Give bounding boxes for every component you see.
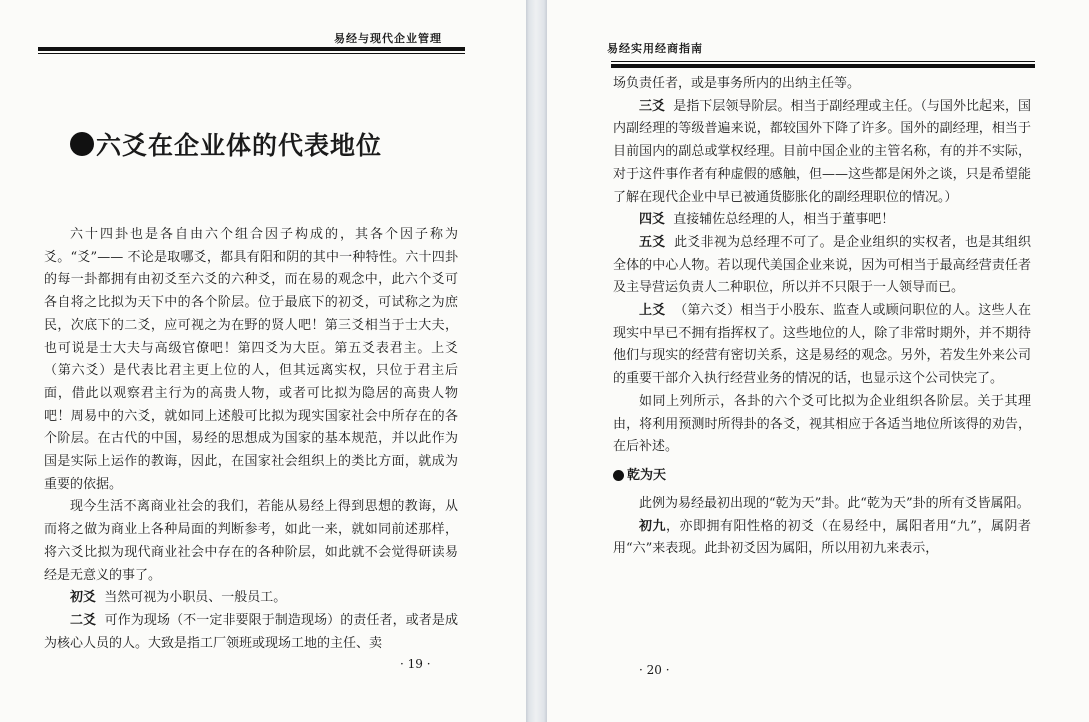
yao-text: 当然可视为小职员、一般员工。 (104, 590, 287, 606)
yao-term: 二爻 (70, 612, 97, 628)
header-rule-thin (611, 61, 1035, 62)
paragraph: 如同上列所示，各卦的六个爻可比拟为企业组织各阶层。关于其理由，将利用预测时所得卦的各爻，视其相应于各适当地位所该得的劝告，在后补述。 (613, 393, 1031, 455)
paragraph: 现今生活不离商业社会的我们，若能从易经上得到思想的教诲，从而将之做为商业上各种局面的判断参考，如此一来，就如同前述那样，将六爻比拟为现代商业社会中存在的各种阶层，如此就不会觉得研读易经是无意义的事了。 (44, 499, 458, 583)
yao-text: （第六爻）相当于小股东、监查人或顾问职位的人。这些人在现实中早已不拥有指挥权了。这些地位的人，除了非常时期外，并不期待他们与现实的经营有密切关系，这是易经的观念。另外，若发生外来公司的重要干部介入执行经营业务的情况的话，也显示这个公司快完了。 (613, 303, 1031, 387)
black-circle-icon (70, 132, 94, 156)
page-number: · 20 · (639, 663, 670, 677)
chapter-title-text: 六爻在企业体的代表地位 (96, 131, 383, 160)
section-heading-text: 乾为天 (627, 467, 667, 483)
yao-item (613, 209, 1031, 232)
yao-item (613, 516, 1031, 561)
section-heading (613, 465, 1031, 487)
yao-item (613, 232, 1031, 300)
yao-item (44, 610, 458, 655)
chapter-title (70, 126, 382, 162)
header-rule-thin (38, 53, 465, 54)
yao-item (44, 587, 458, 610)
left-page (0, 0, 526, 722)
header-rule-thick (611, 64, 1035, 68)
page-gutter (526, 0, 547, 722)
yao-term: 上爻 (639, 303, 666, 319)
running-head: 易经实用经商指南 (607, 42, 703, 55)
yao-term: 初九 (639, 518, 667, 534)
yao-term: 五爻 (639, 234, 666, 250)
right-page (547, 0, 1089, 722)
yao-item (613, 300, 1031, 391)
right-body-text (613, 73, 1031, 561)
yao-term: 三爻 (639, 98, 666, 114)
black-circle-icon (613, 470, 624, 481)
paragraph: 此例为易经最初出现的“乾为天”卦。此“乾为天”卦的所有爻皆属阳。 (639, 495, 1030, 511)
yao-term: 初爻 (70, 590, 97, 606)
yao-text: 可作为现场（不一定非要限于制造现场）的责任者，或者是成为核心人员的人。大致是指工厂领班或现场工地的主任、卖 (44, 612, 458, 651)
yao-term: 四爻 (639, 212, 666, 228)
page-number: · 19 · (400, 657, 431, 671)
left-body-text (44, 224, 458, 655)
paragraph: 场负责任者，或是事务所内的出纳主任等。 (613, 76, 861, 91)
running-head: 易经与现代企业管理 (334, 32, 442, 45)
yao-text: 直接辅佐总经理的人，相当于董事吧！ (673, 212, 895, 228)
paragraph: 六十四卦也是各自由六个组合因子构成的，其各个因子称为爻。“爻”—— 不论是取哪爻，都具有阳和阴的其中一种特性。六十四卦的每一卦都拥有由初爻至六爻的六种爻，而在易的观念中，此六个爻可各自将之比拟为天下中的各个阶层。位于最底下的初爻，可试称之为庶民，次底下的二爻，应可视之为在野的贤人吧！第三爻相当于士大夫，也可说是士大夫与高级官僚吧！第四爻为大臣。第五爻表君主。上爻（第六爻）是代表比君主更上位的人，但其远离实权，只位于君主后面，借此以观察君主行为的高贵人物，或者可比拟为隐居的高贵人物吧！周易中的六爻，就如同上述般可比拟为现实国家社会中所存在的各个阶层。在古代的中国，易经的思想成为国家的基本规范，并以此作为国是实际上运作的教诲，因此，在国家社会组织上的类比方面，就成为重要的依据。 (44, 227, 458, 492)
yao-text: 此爻非视为总经理不可了。是企业组织的实权者，也是其组织全体的中心人物。若以现代美国企业来说，因为可相当于最高经营责任者及主导营运负责人二种职位，所以并不只限于一人领导而已。 (613, 234, 1031, 296)
header-rule-thick (38, 47, 465, 51)
yao-item (613, 96, 1031, 210)
yao-text: 是指下层领导阶层。相当于副经理或主任。（与国外比起来，国内副经理的等级普遍来说，都较国外下降了许多。国外的副经理，相当于目前国内的副总或掌权经理。目前中国企业的主管名称，有的并不实际，对于这件事作者有种虚假的感触，但——这些都是闲外之谈，只是希望能了解在现代企业中早已被通货膨胀化的副经理职位的情况。） (613, 98, 1031, 205)
yao-text: ，亦即拥有阳性格的初爻（在易经中，属阳者用“九”，属阴者用“六”来表现。此卦初爻因为属阳，所以用初九来表示， (613, 518, 1031, 557)
